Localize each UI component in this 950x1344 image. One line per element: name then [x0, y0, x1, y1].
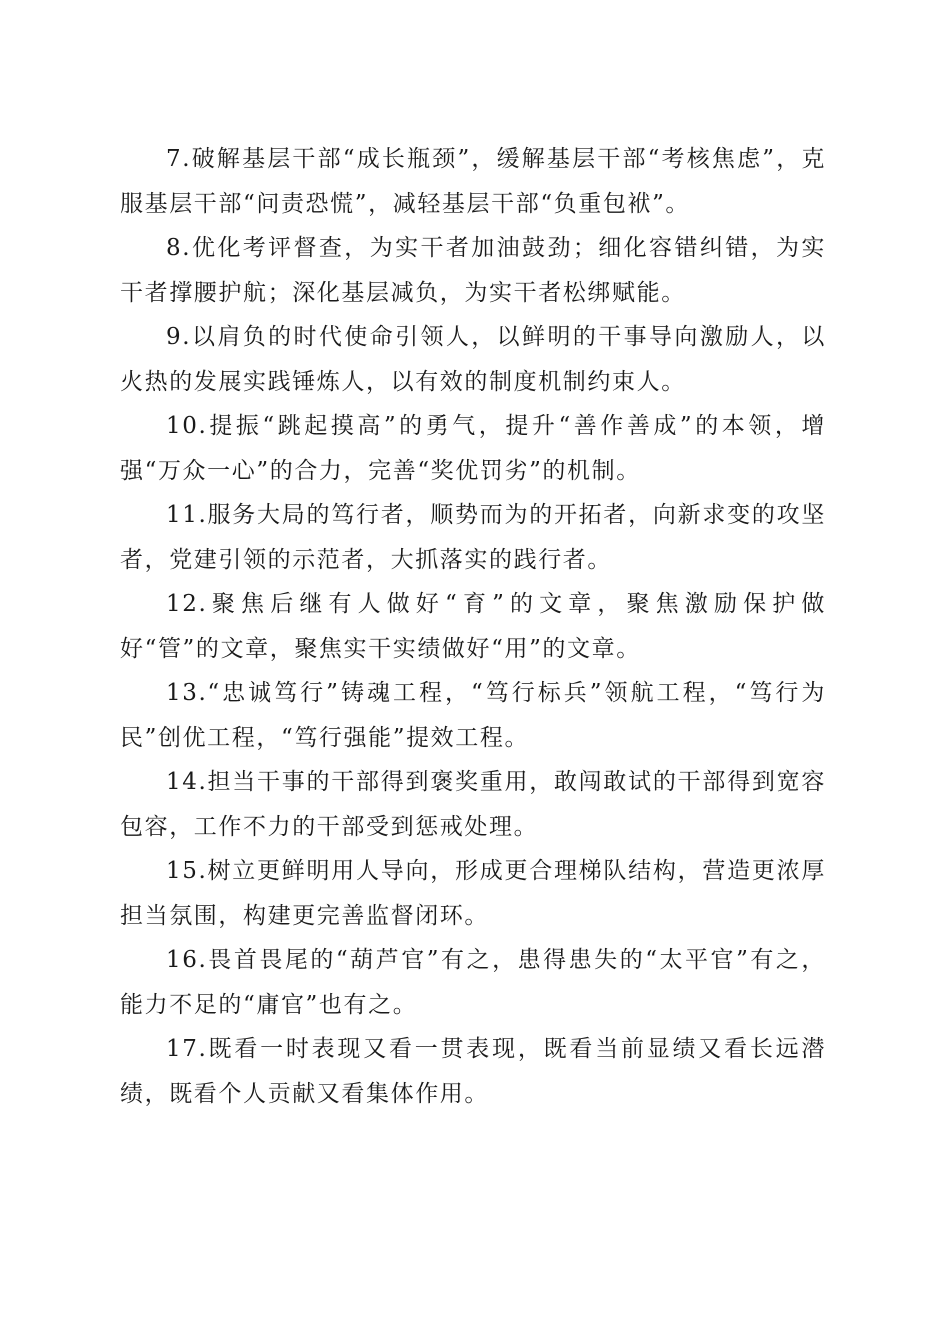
paragraph-17: 17.既看一时表现又看一贯表现，既看当前显绩又看长远潜绩，既看个人贡献又看集体作用。: [120, 1036, 826, 1107]
paragraph-12: 12.聚焦后继有人做好“育”的文章，聚焦激励保护做好“管”的文章，聚焦实干实绩做好“用”的文章。: [120, 591, 826, 662]
paragraph-13: 13.“忠诚笃行”铸魂工程，“笃行标兵”领航工程，“笃行为民”创优工程，“笃行强能”提效工程。: [120, 680, 826, 751]
document-body: [120, 137, 826, 1116]
paragraph-8: 8.优化考评督查，为实干者加油鼓劲；细化容错纠错，为实干者撑腰护航；深化基层减负，为实干者松绑赋能。: [120, 235, 826, 306]
paragraph-16: 16.畏首畏尾的“葫芦官”有之，患得患失的“太平官”有之，能力不足的“庸官”也有之。: [120, 947, 826, 1018]
paragraph-10: 10.提振“跳起摸高”的勇气，提升“善作善成”的本领，增强“万众一心”的合力，完善“奖优罚劣”的机制。: [120, 413, 826, 484]
paragraph-15: 15.树立更鲜明用人导向，形成更合理梯队结构，营造更浓厚担当氛围，构建更完善监督闭环。: [120, 858, 826, 929]
paragraph-14: 14.担当干事的干部得到褒奖重用，敢闯敢试的干部得到宽容包容，工作不力的干部受到惩戒处理。: [120, 769, 826, 840]
paragraph-7: 7.破解基层干部“成长瓶颈”，缓解基层干部“考核焦虑”，克服基层干部“问责恐慌”，减轻基层干部“负重包袱”。: [120, 146, 826, 217]
paragraph-11: 11.服务大局的笃行者，顺势而为的开拓者，向新求变的攻坚者，党建引领的示范者，大抓落实的践行者。: [120, 502, 826, 573]
paragraph-9: 9.以肩负的时代使命引领人，以鲜明的干事导向激励人，以火热的发展实践锤炼人，以有效的制度机制约束人。: [120, 324, 826, 395]
